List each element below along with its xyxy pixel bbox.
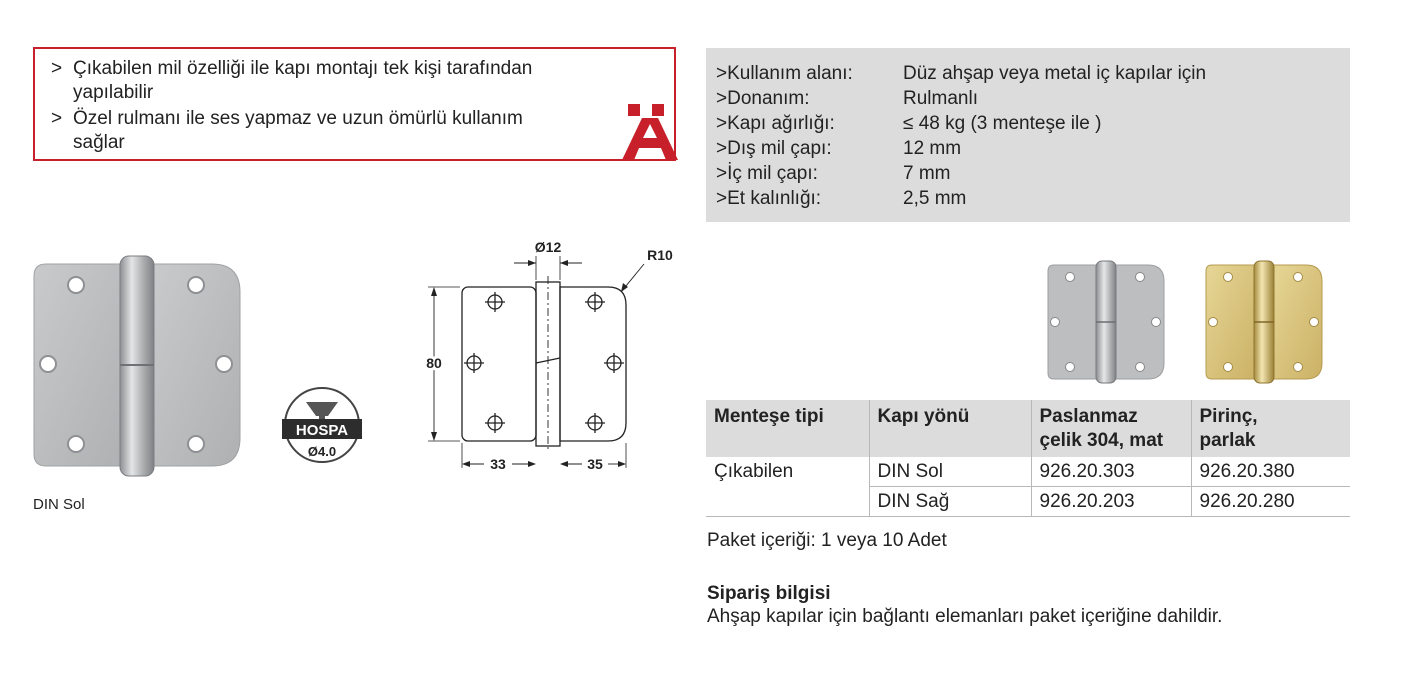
hospa-size: Ø4.0	[307, 444, 337, 459]
order-info-text: Ahşap kapılar için bağlantı elemanları paket içeriğine dahildir.	[707, 606, 1223, 627]
photo-caption: DIN Sol	[33, 496, 85, 513]
spec-row: >Kullanım alanı: Düz ahşap veya metal iç kapılar için	[716, 63, 1207, 84]
spec-row: >Et kalınlığı: 2,5 mm	[716, 188, 967, 209]
dim-radius: R10	[647, 247, 673, 263]
header-stainless: Paslanmaz çelik 304, mat	[1031, 400, 1191, 457]
dim-width-right: 35	[587, 456, 603, 472]
header-door-direction: Kapı yönü	[869, 400, 1031, 457]
spec-row: >İç mil çapı: 7 mm	[716, 163, 951, 184]
feature-item-2: > Özel rulmanı ile ses yapmaz ve uzun ömürlü kullanım	[51, 108, 523, 129]
hospa-text: HOSPA	[295, 422, 349, 439]
feature-item-1-cont: yapılabilir	[73, 82, 154, 103]
table-header-row	[706, 400, 1350, 457]
hinge-photo-brass	[1204, 259, 1324, 385]
hinge-photo-din-sol	[30, 252, 245, 477]
table-row: Çıkabilen DIN Sol 926.20.303 926.20.380	[706, 457, 1350, 487]
feature-item-2-cont: sağlar	[73, 132, 125, 153]
hinge-photo-steel	[1046, 259, 1166, 385]
hospa-screw-icon	[276, 386, 368, 464]
table-row: DIN Sağ 926.20.203 926.20.280	[706, 487, 1350, 517]
spec-row: >Dış mil çapı: 12 mm	[716, 138, 962, 159]
spec-row: >Kapı ağırlığı: ≤ 48 kg (3 menteşe ile )	[716, 113, 1102, 134]
brand-logo-icon	[622, 100, 678, 162]
header-hinge-type: Menteşe tipi	[706, 400, 869, 457]
dim-width-left: 33	[490, 456, 506, 472]
technical-drawing	[418, 236, 686, 480]
order-info-title: Sipariş bilgisi	[707, 583, 831, 604]
dim-diameter: Ø12	[534, 239, 562, 255]
feature-box	[33, 47, 676, 161]
feature-item-1: > Çıkabilen mil özelliği ile kapı montajı tek kişi tarafından	[51, 58, 533, 79]
package-info: Paket içeriği: 1 veya 10 Adet	[707, 530, 947, 551]
header-brass: Pirinç, parlak	[1191, 400, 1350, 457]
spec-panel	[706, 48, 1350, 222]
spec-row: >Donanım: Rulmanlı	[716, 88, 978, 109]
dim-height: 80	[426, 355, 442, 371]
product-table	[706, 400, 1350, 517]
